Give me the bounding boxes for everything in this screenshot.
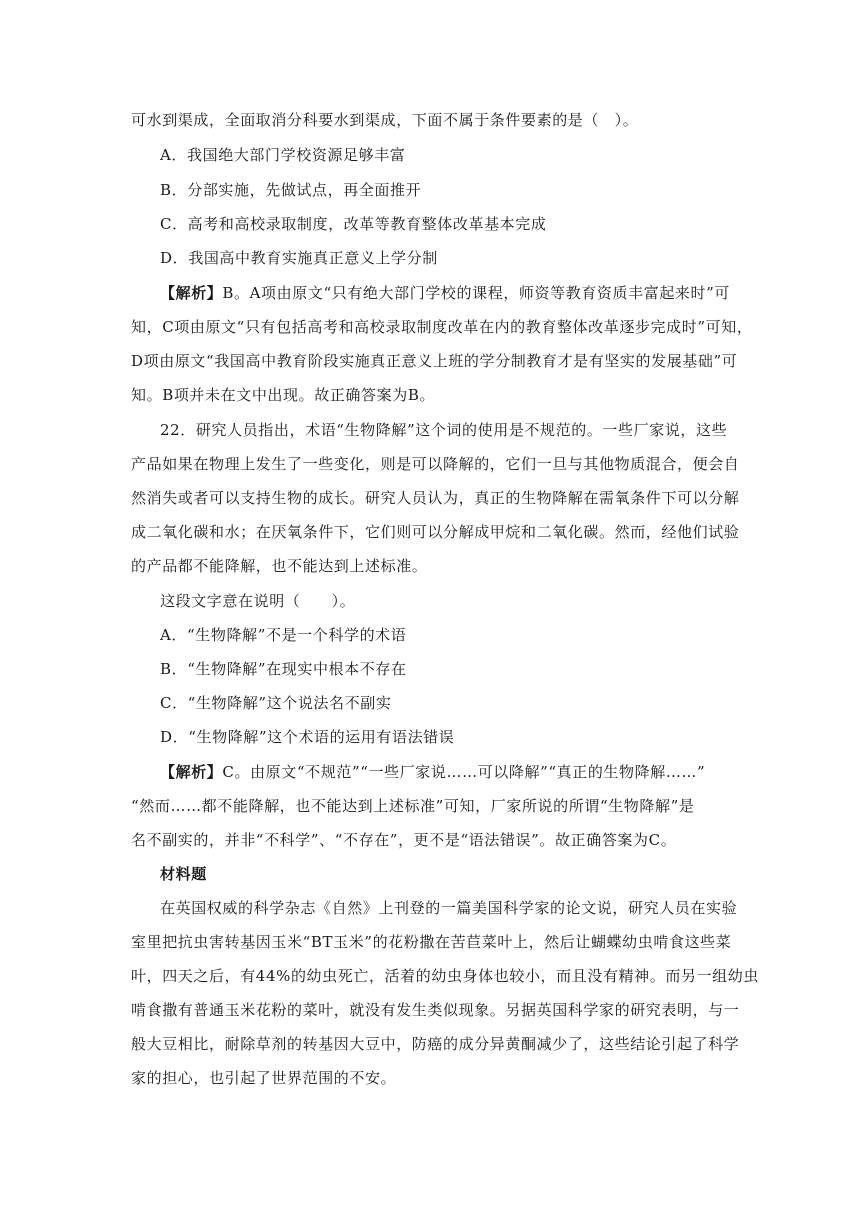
analysis-tag: 【解析】 bbox=[160, 763, 223, 781]
q21-option-c: C．高考和高校录取制度，改革等教育整体改革基本完成 bbox=[160, 215, 547, 233]
q22-passage-line: 22．研究人员指出，术语“生物降解”这个词的使用是不规范的。一些厂家说，这些 bbox=[160, 421, 728, 439]
q22-option-c: C．“生物降解”这个说法名不副实 bbox=[160, 694, 392, 712]
material-line: 般大豆相比，耐除草剂的转基因大豆中，防癌的成分异黄酮减少了，这些结论引起了科学 bbox=[131, 1035, 740, 1053]
q21-analysis-text: B。A项由原文“只有绝大部门学校的课程，师资等教育资质丰富起来时”可 bbox=[222, 284, 731, 302]
q21-stem: 可水到渠成，全面取消分科要水到渠成，下面不属于条件要素的是（ ）。 bbox=[131, 111, 639, 129]
q22-analysis-text: C。由原文“不规范”“一些厂家说……可以降解”“真正的生物降解……” bbox=[222, 763, 706, 781]
material-line: 啃食撒有普通玉米花粉的菜叶，就没有发生类似现象。另据英国科学家的研究表明，与一 bbox=[131, 1001, 740, 1019]
q22-option-a: A．“生物降解”不是一个科学的术语 bbox=[160, 626, 407, 644]
q22-passage-line: 成二氧化碳和水；在厌氧条件下，它们则可以分解成甲烷和二氧化碳。然而，经他们试验 bbox=[131, 523, 740, 541]
q22-analysis-first-line bbox=[160, 762, 741, 782]
q22-analysis-line: “然而……都不能降解，也不能达到上述标准”可知，厂家所说的所谓“生物降解”是 bbox=[131, 797, 695, 815]
q22-analysis-line: 名不副实的，并非“不科学”、“不存在”，更不是“语法错误”。故正确答案为C。 bbox=[131, 831, 677, 849]
q21-option-b: B．分部实施，先做试点，再全面推开 bbox=[160, 181, 422, 199]
q21-option-a: A．我国绝大部门学校资源足够丰富 bbox=[160, 146, 406, 164]
q22-option-b: B．“生物降解”在现实中根本不存在 bbox=[160, 660, 407, 678]
q22-passage-line: 的产品都不能降解，也不能达到上述标准。 bbox=[131, 557, 428, 575]
material-line: 家的担心，也引起了世界范围的不安。 bbox=[131, 1069, 397, 1087]
q22-passage-line: 然消失或者可以支持生物的成长。研究人员认为，真正的生物降解在需氧条件下可以分解 bbox=[131, 489, 740, 507]
q21-analysis-line: D项由原文“我国高中教育阶段实施真正意义上班的学分制教育才是有坚实的发展基础”可 bbox=[131, 352, 738, 370]
q21-option-d: D．我国高中教育实施真正意义上学分制 bbox=[160, 249, 438, 267]
material-line: 室里把抗虫害转基因玉米“BT玉米”的花粉撒在苦苣菜叶上，然后让蝴蝶幼虫啃食这些菜 bbox=[131, 933, 732, 951]
q21-analysis-first-line bbox=[160, 283, 741, 303]
q22-passage-line: 产品如果在物理上发生了一些变化，则是可以降解的，它们一旦与其他物质混合，便会自 bbox=[131, 455, 740, 473]
material-heading: 材料题 bbox=[160, 865, 207, 883]
material-line: 叶，四天之后，有44%的幼虫死亡，活着的幼虫身体也较小，而且没有精神。而另一组幼虫 bbox=[131, 967, 759, 985]
material-line: 在英国权威的科学杂志《自然》上刊登的一篇美国科学家的论文说，研究人员在实验 bbox=[160, 899, 738, 917]
q22-question: 这段文字意在说明（ ）。 bbox=[160, 592, 356, 610]
q21-analysis-line: 知。B项并未在文中出现。故正确答案为B。 bbox=[131, 386, 436, 404]
q22-option-d: D．“生物降解”这个术语的运用有语法错误 bbox=[160, 728, 455, 746]
q21-analysis-line: 知，C项由原文“只有包括高考和高校录取制度改革在内的教育整体改革逐步完成时”可知， bbox=[131, 318, 753, 336]
analysis-tag: 【解析】 bbox=[160, 284, 223, 302]
